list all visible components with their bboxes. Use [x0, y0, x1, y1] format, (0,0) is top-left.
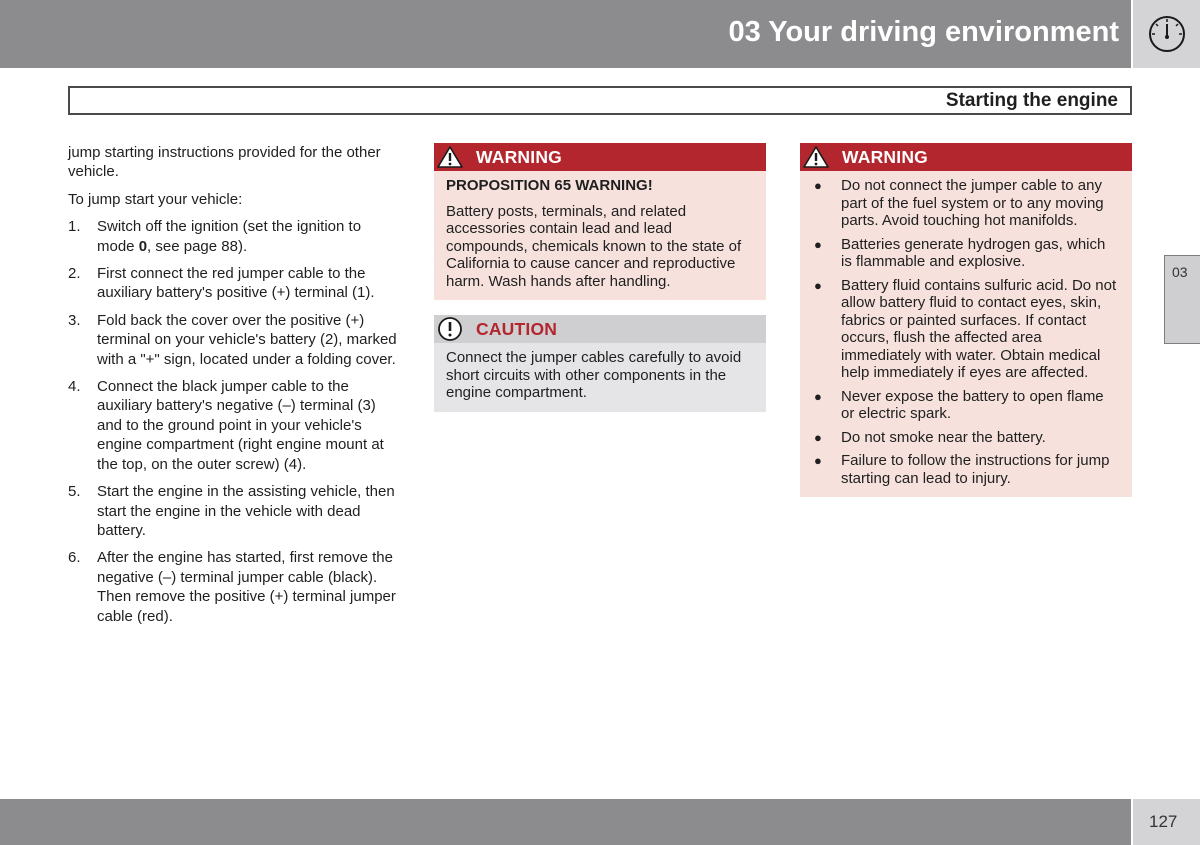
instructions-column: [68, 143, 398, 634]
prop65-text: Battery posts, terminals, and related accessories contain lead and lead compounds, chemicals known to the state of California to cause cancer and reproductive harm. Wash hands after handling.: [446, 202, 742, 290]
list-item: ● Never expose the battery to open flame or electric spark.: [814, 387, 1104, 422]
step-text: Switch off the ignition (set the ignition to mode 0, see page 88).: [97, 218, 362, 255]
step-number: 4.: [68, 378, 81, 396]
chapter-title: 03 Your driving environment: [728, 16, 1119, 48]
section-title: Starting the engine: [945, 90, 1118, 111]
list-item: ● Batteries generate hydrogen gas, which is flammable and explosive.: [814, 235, 1106, 270]
step-item: [68, 482, 398, 540]
warning-header: [434, 143, 766, 171]
step-item: [68, 311, 398, 369]
chapter-icon-box: [1131, 0, 1200, 68]
warning-body: [800, 171, 1132, 497]
step-item: [68, 377, 398, 474]
section-header: [68, 86, 1132, 115]
intro-text: jump starting instructions provided for the other vehicle.: [68, 144, 381, 181]
prop65-warning-box: [434, 143, 766, 300]
chapter-side-tab[interactable]: [1164, 255, 1200, 344]
step-text: After the engine has started, first remove the negative (–) terminal jumper cable (black). Then remove the positive (+) terminal jumper cable (red).: [97, 549, 396, 625]
step-number: 5.: [68, 483, 81, 501]
caution-label: CAUTION: [476, 318, 558, 339]
step-number: 1.: [68, 218, 81, 236]
warning-body: [434, 171, 766, 300]
list-item: ● Do not smoke near the battery.: [814, 428, 1046, 446]
side-tab-label: 03: [1172, 264, 1188, 280]
battery-warning-box: [800, 143, 1132, 497]
warning-header: [800, 143, 1132, 171]
step-number: 3.: [68, 311, 81, 329]
step-text: First connect the red jumper cable to the auxiliary battery's positive (+) terminal (1).: [97, 265, 375, 302]
step-number: 6.: [68, 549, 81, 567]
speedometer-icon: [1148, 15, 1186, 53]
chapter-header-bar: [0, 0, 1131, 68]
list-item: ● Do not connect the jumper cable to any part of the fuel system or to any moving parts. Avoid touching hot manifolds.: [814, 177, 1104, 229]
caution-text: Connect the jumper cables carefully to avoid short circuits with other components in the engine compartment.: [446, 349, 742, 401]
prop65-title: PROPOSITION 65 WARNING!: [446, 177, 653, 194]
bullet-icon: ●: [814, 277, 822, 293]
caution-body: [434, 343, 766, 412]
step-item: [68, 217, 398, 256]
step-text: Start the engine in the assisting vehicle, then start the engine in the vehicle with dead battery.: [97, 483, 395, 539]
bullet-icon: ●: [814, 429, 822, 445]
page-number-box: [1131, 799, 1200, 845]
list-item: ● Battery fluid contains sulfuric acid. Do not allow battery fluid to contact eyes, skin, fabrics or painted surfaces. If contact occurs, flush the affected area immediately with water. Obtain medical help immediately if eyes are affected.: [814, 276, 1117, 381]
list-item: ● Failure to follow the instructions for jump starting can lead to injury.: [814, 452, 1110, 487]
caution-box: [434, 315, 766, 412]
warning-label: WARNING: [476, 146, 562, 167]
footer-bar: [0, 799, 1131, 845]
caution-exclamation-icon: [436, 316, 464, 342]
bullet-icon: ●: [814, 236, 822, 252]
warning-triangle-icon: [802, 145, 830, 169]
bullet-icon: ●: [814, 388, 822, 404]
warning-triangle-icon: [436, 145, 464, 169]
lead-text: To jump start your vehicle:: [68, 190, 243, 208]
caution-header: [434, 315, 766, 343]
step-item: [68, 264, 398, 303]
warning-label: WARNING: [842, 146, 928, 167]
warning-bullet-list: [812, 177, 1120, 487]
step-number: 2.: [68, 265, 81, 283]
bullet-icon: ●: [814, 178, 822, 193]
step-text: Connect the black jumper cable to the auxiliary battery's negative (–) terminal (3) and to the ground point in your vehicle's engine compartment (right engine mount at the top, on the outer screw) (4).: [97, 378, 384, 473]
step-item: [68, 548, 398, 626]
step-text: Fold back the cover over the positive (+) terminal on your vehicle's battery (2), marked with a "+" sign, located under a folding cover.: [97, 311, 397, 368]
bullet-icon: ●: [814, 453, 822, 468]
page-number: 127: [1149, 812, 1178, 831]
